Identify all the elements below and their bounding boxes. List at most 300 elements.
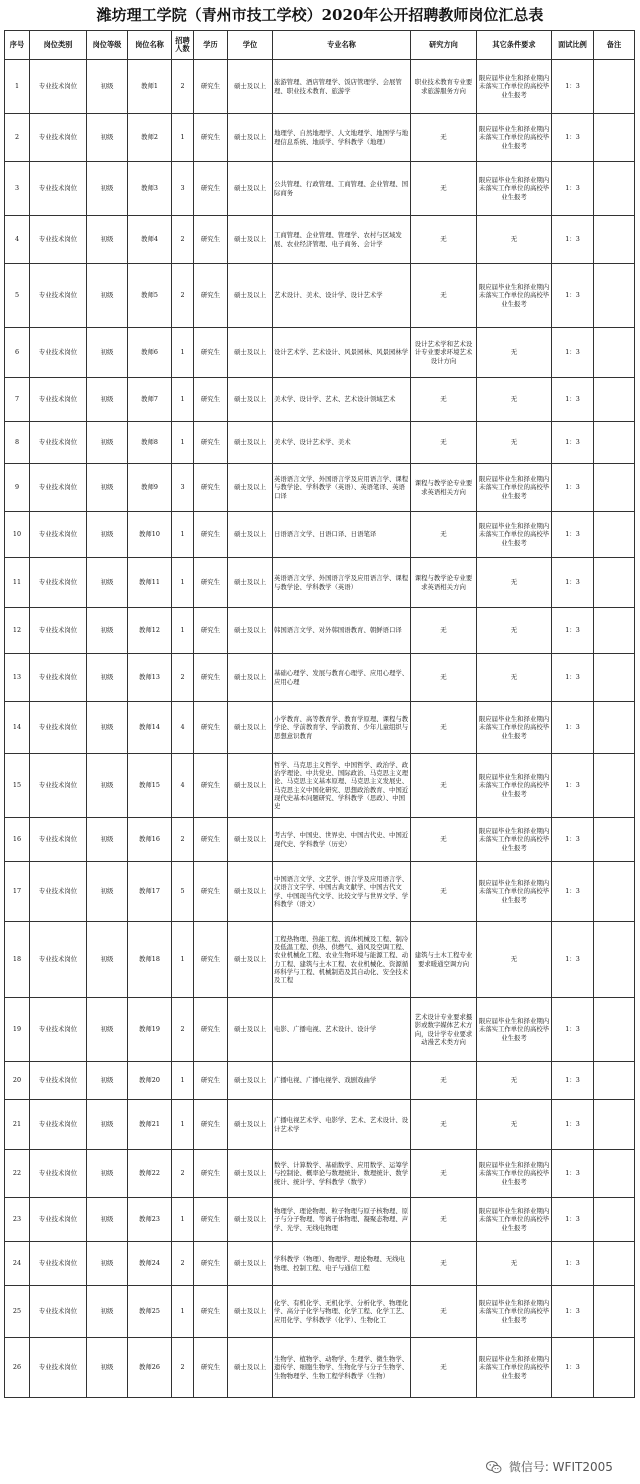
row-note [594, 114, 635, 162]
row-education: 研究生 [194, 818, 228, 862]
row-no: 15 [5, 754, 30, 818]
row-level: 初级 [87, 512, 128, 558]
row-education: 研究生 [194, 1100, 228, 1150]
row-other: 限应届毕业生和择业期内未落实工作单位的高校毕业生报考 [477, 702, 552, 754]
row-no: 26 [5, 1338, 30, 1398]
row-name: 教师15 [128, 754, 172, 818]
row-note [594, 1338, 635, 1398]
row-category: 专业技术岗位 [30, 1100, 87, 1150]
row-education: 研究生 [194, 1198, 228, 1242]
row-ratio: 1：3 [552, 1150, 594, 1198]
table-row [5, 114, 635, 162]
row-note [594, 1100, 635, 1150]
row-level: 初级 [87, 60, 128, 114]
header-level: 岗位等级 [87, 31, 128, 60]
row-no: 1 [5, 60, 30, 114]
row-education: 研究生 [194, 608, 228, 654]
row-name: 教师8 [128, 422, 172, 464]
row-level: 初级 [87, 558, 128, 608]
watermark-text: 微信号: WFIT2005 [508, 1460, 613, 1474]
table-row [5, 60, 635, 114]
row-level: 初级 [87, 1062, 128, 1100]
row-count: 1 [172, 558, 194, 608]
table-header-row [5, 31, 635, 60]
row-category: 专业技术岗位 [30, 1198, 87, 1242]
row-level: 初级 [87, 754, 128, 818]
row-note [594, 1198, 635, 1242]
row-name: 教师13 [128, 654, 172, 702]
row-no: 20 [5, 1062, 30, 1100]
row-major: 哲学、马克思主义哲学、中国哲学、政治学、政治学理论、中共党史、国际政治、马克思主义理论、马克思主义基本原理、马克思主义发展史、马克思主义中国化研究、思想政治教育、中国近现代史基本问题研究、学科教学（思政）、中国史 [273, 754, 411, 818]
table-row [5, 422, 635, 464]
row-level: 初级 [87, 1198, 128, 1242]
row-direction: 无 [411, 862, 477, 922]
row-other: 无 [477, 328, 552, 378]
row-name: 教师25 [128, 1286, 172, 1338]
row-other: 限应届毕业生和择业期内未落实工作单位的高校毕业生报考 [477, 1150, 552, 1198]
row-degree: 硕士及以上 [228, 862, 273, 922]
row-no: 7 [5, 378, 30, 422]
row-ratio: 1：3 [552, 818, 594, 862]
table-row [5, 558, 635, 608]
row-direction: 无 [411, 608, 477, 654]
row-degree: 硕士及以上 [228, 1100, 273, 1150]
row-degree: 硕士及以上 [228, 60, 273, 114]
row-direction: 无 [411, 422, 477, 464]
row-note [594, 464, 635, 512]
table-row [5, 512, 635, 558]
row-education: 研究生 [194, 328, 228, 378]
row-major: 电影、广播电视、艺术设计、设计学 [273, 998, 411, 1062]
row-education: 研究生 [194, 1286, 228, 1338]
row-category: 专业技术岗位 [30, 1286, 87, 1338]
row-note [594, 1062, 635, 1100]
row-direction: 无 [411, 1062, 477, 1100]
row-name: 教师18 [128, 922, 172, 998]
row-degree: 硕士及以上 [228, 608, 273, 654]
row-education: 研究生 [194, 1338, 228, 1398]
row-note [594, 608, 635, 654]
header-education: 学历 [194, 31, 228, 60]
row-education: 研究生 [194, 998, 228, 1062]
row-note [594, 922, 635, 998]
row-major: 考古学、中国史、世界史、中国古代史、中国近现代史、学科教学（历史） [273, 818, 411, 862]
row-no: 14 [5, 702, 30, 754]
row-no: 23 [5, 1198, 30, 1242]
row-education: 研究生 [194, 922, 228, 998]
row-education: 研究生 [194, 558, 228, 608]
row-name: 教师26 [128, 1338, 172, 1398]
row-degree: 硕士及以上 [228, 558, 273, 608]
row-level: 初级 [87, 464, 128, 512]
row-ratio: 1：3 [552, 216, 594, 264]
row-direction: 无 [411, 162, 477, 216]
row-no: 17 [5, 862, 30, 922]
row-education: 研究生 [194, 512, 228, 558]
row-ratio: 1：3 [552, 378, 594, 422]
row-no: 24 [5, 1242, 30, 1286]
row-education: 研究生 [194, 1150, 228, 1198]
row-no: 3 [5, 162, 30, 216]
row-name: 教师14 [128, 702, 172, 754]
row-major: 日语语言文学、日语口译、日语笔译 [273, 512, 411, 558]
row-name: 教师24 [128, 1242, 172, 1286]
row-other: 限应届毕业生和择业期内未落实工作单位的高校毕业生报考 [477, 60, 552, 114]
row-major: 广播电视艺术学、电影学、艺术、艺术设计、设计艺术学 [273, 1100, 411, 1150]
row-note [594, 1150, 635, 1198]
row-level: 初级 [87, 862, 128, 922]
table-row [5, 1062, 635, 1100]
row-education: 研究生 [194, 1062, 228, 1100]
row-degree: 硕士及以上 [228, 1242, 273, 1286]
row-other: 限应届毕业生和择业期内未落实工作单位的高校毕业生报考 [477, 512, 552, 558]
row-category: 专业技术岗位 [30, 60, 87, 114]
row-ratio: 1：3 [552, 754, 594, 818]
table-row [5, 1198, 635, 1242]
row-degree: 硕士及以上 [228, 818, 273, 862]
row-level: 初级 [87, 1242, 128, 1286]
row-category: 专业技术岗位 [30, 328, 87, 378]
row-name: 教师6 [128, 328, 172, 378]
row-ratio: 1：3 [552, 1242, 594, 1286]
row-education: 研究生 [194, 378, 228, 422]
row-ratio: 1：3 [552, 702, 594, 754]
table-row [5, 654, 635, 702]
header-direction: 研究方向 [411, 31, 477, 60]
header-category: 岗位类别 [30, 31, 87, 60]
row-degree: 硕士及以上 [228, 464, 273, 512]
row-category: 专业技术岗位 [30, 818, 87, 862]
table-row [5, 216, 635, 264]
row-ratio: 1：3 [552, 464, 594, 512]
row-name: 教师3 [128, 162, 172, 216]
header-no: 序号 [5, 31, 30, 60]
row-level: 初级 [87, 702, 128, 754]
row-name: 教师10 [128, 512, 172, 558]
row-direction: 课程与教学论专业要求英语相关方向 [411, 464, 477, 512]
row-ratio: 1：3 [552, 922, 594, 998]
row-degree: 硕士及以上 [228, 378, 273, 422]
row-direction: 无 [411, 114, 477, 162]
row-degree: 硕士及以上 [228, 422, 273, 464]
row-category: 专业技术岗位 [30, 702, 87, 754]
row-level: 初级 [87, 378, 128, 422]
row-other: 限应届毕业生和择业期内未落实工作单位的高校毕业生报考 [477, 162, 552, 216]
row-degree: 硕士及以上 [228, 114, 273, 162]
header-major: 专业名称 [273, 31, 411, 60]
row-ratio: 1：3 [552, 512, 594, 558]
row-other: 限应届毕业生和择业期内未落实工作单位的高校毕业生报考 [477, 818, 552, 862]
row-other: 限应届毕业生和择业期内未落实工作单位的高校毕业生报考 [477, 862, 552, 922]
row-major: 美术学、设计艺术学、美术 [273, 422, 411, 464]
row-major: 化学、有机化学、无机化学、分析化学、物理化学、高分子化学与物理、化学工程、化学工艺、应用化学、学科教学（化学）、生物化工 [273, 1286, 411, 1338]
row-count: 2 [172, 818, 194, 862]
row-other: 限应届毕业生和择业期内未落实工作单位的高校毕业生报考 [477, 998, 552, 1062]
row-direction: 无 [411, 654, 477, 702]
row-category: 专业技术岗位 [30, 998, 87, 1062]
row-note [594, 702, 635, 754]
table-row [5, 1242, 635, 1286]
row-category: 专业技术岗位 [30, 264, 87, 328]
table-row [5, 608, 635, 654]
row-level: 初级 [87, 608, 128, 654]
row-note [594, 1242, 635, 1286]
row-education: 研究生 [194, 862, 228, 922]
row-count: 2 [172, 1338, 194, 1398]
row-name: 教师20 [128, 1062, 172, 1100]
row-direction: 无 [411, 1198, 477, 1242]
row-ratio: 1：3 [552, 114, 594, 162]
row-note [594, 264, 635, 328]
row-education: 研究生 [194, 754, 228, 818]
row-major: 地理学、自然地理学、人文地理学、地图学与地理信息系统、地质学、学科教学（地理） [273, 114, 411, 162]
row-major: 设计艺术学、艺术设计、风景园林、风景园林学 [273, 328, 411, 378]
row-category: 专业技术岗位 [30, 1062, 87, 1100]
row-level: 初级 [87, 1338, 128, 1398]
row-count: 3 [172, 162, 194, 216]
row-direction: 无 [411, 754, 477, 818]
row-category: 专业技术岗位 [30, 162, 87, 216]
row-ratio: 1：3 [552, 328, 594, 378]
row-category: 专业技术岗位 [30, 608, 87, 654]
row-education: 研究生 [194, 264, 228, 328]
row-degree: 硕士及以上 [228, 1150, 273, 1198]
row-level: 初级 [87, 264, 128, 328]
row-education: 研究生 [194, 654, 228, 702]
row-other: 无 [477, 216, 552, 264]
row-category: 专业技术岗位 [30, 862, 87, 922]
row-no: 13 [5, 654, 30, 702]
table-row [5, 264, 635, 328]
row-degree: 硕士及以上 [228, 328, 273, 378]
row-other: 无 [477, 1242, 552, 1286]
row-direction: 无 [411, 216, 477, 264]
row-education: 研究生 [194, 162, 228, 216]
header-name: 岗位名称 [128, 31, 172, 60]
row-level: 初级 [87, 162, 128, 216]
row-name: 教师12 [128, 608, 172, 654]
row-other: 限应届毕业生和择业期内未落实工作单位的高校毕业生报考 [477, 464, 552, 512]
table-row [5, 162, 635, 216]
row-note [594, 378, 635, 422]
row-other: 无 [477, 608, 552, 654]
row-no: 18 [5, 922, 30, 998]
row-category: 专业技术岗位 [30, 654, 87, 702]
row-no: 9 [5, 464, 30, 512]
row-name: 教师4 [128, 216, 172, 264]
row-category: 专业技术岗位 [30, 216, 87, 264]
row-education: 研究生 [194, 464, 228, 512]
row-note [594, 818, 635, 862]
row-major: 物理学、理论物理、粒子物理与原子核物理、原子与分子物理、等离子体物理、凝聚态物理、声学、光学、无线电物理 [273, 1198, 411, 1242]
row-direction: 无 [411, 702, 477, 754]
row-direction: 无 [411, 512, 477, 558]
row-ratio: 1：3 [552, 162, 594, 216]
row-count: 1 [172, 378, 194, 422]
row-name: 教师16 [128, 818, 172, 862]
row-degree: 硕士及以上 [228, 998, 273, 1062]
row-count: 1 [172, 1100, 194, 1150]
row-direction: 无 [411, 1286, 477, 1338]
table-row [5, 1338, 635, 1398]
row-count: 1 [172, 422, 194, 464]
row-category: 专业技术岗位 [30, 1242, 87, 1286]
row-count: 1 [172, 1286, 194, 1338]
row-category: 专业技术岗位 [30, 922, 87, 998]
table-row [5, 1286, 635, 1338]
row-no: 19 [5, 998, 30, 1062]
row-count: 5 [172, 862, 194, 922]
row-education: 研究生 [194, 60, 228, 114]
row-category: 专业技术岗位 [30, 1338, 87, 1398]
row-major: 旅游管理、酒店管理学、饭店管理学、会展管理、职业技术教育、旅游学 [273, 60, 411, 114]
row-ratio: 1：3 [552, 422, 594, 464]
row-note [594, 422, 635, 464]
header-ratio: 面试比例 [552, 31, 594, 60]
row-ratio: 1：3 [552, 558, 594, 608]
row-name: 教师22 [128, 1150, 172, 1198]
row-level: 初级 [87, 1100, 128, 1150]
row-category: 专业技术岗位 [30, 464, 87, 512]
row-other: 无 [477, 654, 552, 702]
table-row [5, 1100, 635, 1150]
row-ratio: 1：3 [552, 1286, 594, 1338]
row-count: 3 [172, 464, 194, 512]
row-direction: 无 [411, 264, 477, 328]
row-major: 中国语言文学、文艺学、语言学及应用语言学、汉语言文字学、中国古典文献学、中国古代文学、中国现当代文学、比较文学与世界文学、学科教学（语文） [273, 862, 411, 922]
row-major: 学科教学（物理）、物理学、理论物理、无线电物理、控制工程、电子与通信工程 [273, 1242, 411, 1286]
row-no: 25 [5, 1286, 30, 1338]
row-other: 无 [477, 422, 552, 464]
row-name: 教师21 [128, 1100, 172, 1150]
row-major: 英语语言文学、外国语言学及应用语言学、课程与教学论、学科教学（英语） [273, 558, 411, 608]
row-education: 研究生 [194, 114, 228, 162]
row-no: 4 [5, 216, 30, 264]
row-name: 教师2 [128, 114, 172, 162]
wechat-watermark [486, 1456, 636, 1478]
row-count: 2 [172, 654, 194, 702]
row-no: 21 [5, 1100, 30, 1150]
row-major: 美术学、设计学、艺术、艺术设计领域艺术 [273, 378, 411, 422]
row-count: 2 [172, 216, 194, 264]
row-other: 无 [477, 378, 552, 422]
row-ratio: 1：3 [552, 654, 594, 702]
row-major: 基础心理学、发展与教育心理学、应用心理学、应用心理 [273, 654, 411, 702]
row-ratio: 1：3 [552, 862, 594, 922]
row-direction: 无 [411, 1150, 477, 1198]
row-direction: 无 [411, 1338, 477, 1398]
row-note [594, 654, 635, 702]
row-note [594, 328, 635, 378]
row-no: 11 [5, 558, 30, 608]
row-other: 限应届毕业生和择业期内未落实工作单位的高校毕业生报考 [477, 264, 552, 328]
row-count: 2 [172, 60, 194, 114]
row-level: 初级 [87, 922, 128, 998]
row-degree: 硕士及以上 [228, 1198, 273, 1242]
row-degree: 硕士及以上 [228, 162, 273, 216]
row-no: 12 [5, 608, 30, 654]
page-title: 潍坊理工学院（青州市技工学校）2020年公开招聘教师岗位汇总表 [96, 6, 544, 24]
row-count: 1 [172, 114, 194, 162]
row-category: 专业技术岗位 [30, 114, 87, 162]
row-ratio: 1：3 [552, 60, 594, 114]
row-level: 初级 [87, 114, 128, 162]
row-level: 初级 [87, 654, 128, 702]
row-note [594, 512, 635, 558]
row-name: 教师9 [128, 464, 172, 512]
row-major: 数学、计算数学、基础数学、应用数学、运筹学与控制论、概率论与数理统计、数理统计、数学统计、统计学、学科教学（数学） [273, 1150, 411, 1198]
row-ratio: 1：3 [552, 1100, 594, 1150]
header-other: 其它条件要求 [477, 31, 552, 60]
row-count: 4 [172, 702, 194, 754]
row-name: 教师19 [128, 998, 172, 1062]
row-direction: 无 [411, 1242, 477, 1286]
row-name: 教师5 [128, 264, 172, 328]
header-degree: 学位 [228, 31, 273, 60]
row-category: 专业技术岗位 [30, 558, 87, 608]
row-other: 无 [477, 1062, 552, 1100]
row-other: 限应届毕业生和择业期内未落实工作单位的高校毕业生报考 [477, 1286, 552, 1338]
row-level: 初级 [87, 1286, 128, 1338]
row-name: 教师1 [128, 60, 172, 114]
row-count: 1 [172, 1062, 194, 1100]
row-note [594, 862, 635, 922]
row-count: 1 [172, 512, 194, 558]
table-row [5, 922, 635, 998]
row-other: 限应届毕业生和择业期内未落实工作单位的高校毕业生报考 [477, 1198, 552, 1242]
recruitment-table [4, 30, 635, 1398]
wechat-icon [486, 1461, 502, 1474]
row-major: 韩国语言文学、对外韩国语教育、朝鲜语口译 [273, 608, 411, 654]
row-ratio: 1：3 [552, 1338, 594, 1398]
row-level: 初级 [87, 422, 128, 464]
row-other: 限应届毕业生和择业期内未落实工作单位的高校毕业生报考 [477, 114, 552, 162]
row-category: 专业技术岗位 [30, 512, 87, 558]
row-direction: 职业技术教育专业要求旅游服务方向 [411, 60, 477, 114]
row-note [594, 162, 635, 216]
row-other: 无 [477, 922, 552, 998]
row-no: 8 [5, 422, 30, 464]
row-direction: 课程与教学论专业要求英语相关方向 [411, 558, 477, 608]
row-education: 研究生 [194, 702, 228, 754]
row-degree: 硕士及以上 [228, 754, 273, 818]
row-note [594, 754, 635, 818]
row-level: 初级 [87, 998, 128, 1062]
row-degree: 硕士及以上 [228, 654, 273, 702]
table-row [5, 702, 635, 754]
row-note [594, 60, 635, 114]
row-major: 艺术设计、美术、设计学、设计艺术学 [273, 264, 411, 328]
row-major: 工商管理、企业管理、管理学、农村与区域发展、农业经济管理、电子商务、会计学 [273, 216, 411, 264]
row-major: 英语语言文学、外国语言学及应用语言学、课程与教学论、学科教学（英语）、英语笔译、英语口译 [273, 464, 411, 512]
row-direction: 建筑与土木工程专业要求暖通空调方向 [411, 922, 477, 998]
row-education: 研究生 [194, 216, 228, 264]
row-degree: 硕士及以上 [228, 702, 273, 754]
row-degree: 硕士及以上 [228, 264, 273, 328]
row-note [594, 1286, 635, 1338]
row-name: 教师7 [128, 378, 172, 422]
row-ratio: 1：3 [552, 608, 594, 654]
row-direction: 艺术设计专业要求摄影或数字媒体艺术方向，设计学专业要求动漫艺术类方向 [411, 998, 477, 1062]
row-education: 研究生 [194, 1242, 228, 1286]
row-name: 教师11 [128, 558, 172, 608]
row-note [594, 998, 635, 1062]
row-other: 无 [477, 558, 552, 608]
row-major: 工程热物理、热能工程、流体机械及工程、制冷及低温工程、供热、供燃气、通风及空调工程、农业机械化工程、农业生物环境与能源工程、动力工程、建筑与土木工程、农业机械化、资源循环科学与工程、机械制造及其自动化、安全技术及工程 [273, 922, 411, 998]
row-count: 2 [172, 1242, 194, 1286]
row-other: 限应届毕业生和择业期内未落实工作单位的高校毕业生报考 [477, 1338, 552, 1398]
row-no: 22 [5, 1150, 30, 1198]
